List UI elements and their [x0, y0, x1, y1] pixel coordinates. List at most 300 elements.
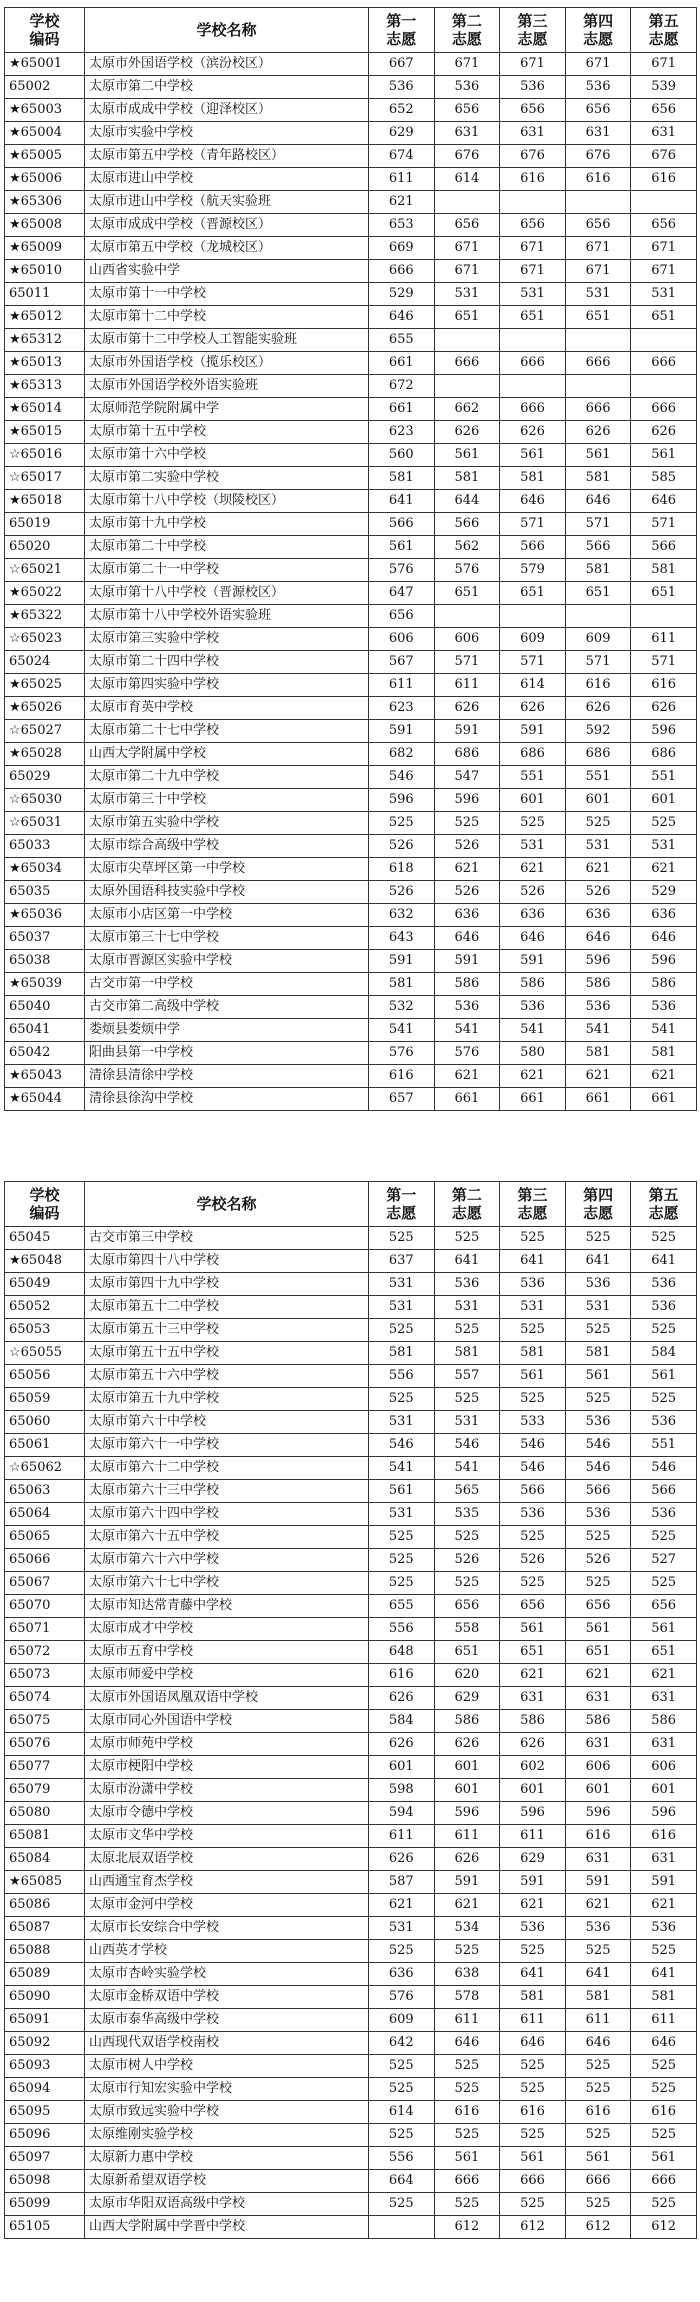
choice-3-score: 561	[500, 444, 566, 467]
school-name: 太原市综合高级中学校	[85, 835, 369, 858]
school-name: 太原市第十五中学校	[85, 421, 369, 444]
choice-2-score: 646	[434, 2032, 500, 2055]
choice-1-score: 656	[369, 605, 435, 628]
choice-4-score: 561	[565, 1618, 631, 1641]
choice-5-score: 525	[631, 2124, 697, 2147]
header-choice-5: 第五 志愿	[631, 8, 697, 53]
choice-1-score: 587	[369, 1871, 435, 1894]
choice-4-score: 671	[565, 237, 631, 260]
school-name: 太原市成才中学校	[85, 1618, 369, 1641]
school-code: 65071	[5, 1618, 85, 1641]
choice-3-score: 601	[500, 789, 566, 812]
choice-2-score: 656	[434, 214, 500, 237]
choice-5-score: 666	[631, 352, 697, 375]
choice-3-score: 531	[500, 835, 566, 858]
choice-1-score: 596	[369, 789, 435, 812]
school-name: 太原新希望双语学校	[85, 2170, 369, 2193]
choice-4-score: 525	[565, 1319, 631, 1342]
school-name: 太原市第六十二中学校	[85, 1457, 369, 1480]
choice-5-score: 611	[631, 2009, 697, 2032]
choice-5-score	[631, 191, 697, 214]
choice-3-score: 525	[500, 1227, 566, 1250]
choice-2-score: 596	[434, 789, 500, 812]
school-name: 太原市第六十三中学校	[85, 1480, 369, 1503]
choice-3-score: 581	[500, 467, 566, 490]
school-code: 65073	[5, 1664, 85, 1687]
choice-5-score: 539	[631, 76, 697, 99]
school-name: 太原市第四实验中学校	[85, 674, 369, 697]
choice-1-score: 598	[369, 1779, 435, 1802]
table-row	[5, 1779, 697, 1802]
choice-1-score: 614	[369, 2101, 435, 2124]
table-row	[5, 2216, 697, 2239]
choice-5-score: 571	[631, 651, 697, 674]
choice-1-score: 576	[369, 1986, 435, 2009]
choice-2-score: 525	[434, 1940, 500, 1963]
school-code: 65065	[5, 1526, 85, 1549]
table-row	[5, 2124, 697, 2147]
choice-2-score	[434, 375, 500, 398]
choice-2-score: 626	[434, 421, 500, 444]
choice-5-score: 529	[631, 881, 697, 904]
school-name: 山西省实验中学	[85, 260, 369, 283]
choice-3-score: 609	[500, 628, 566, 651]
choice-1-score: 601	[369, 1756, 435, 1779]
choice-2-score: 586	[434, 1710, 500, 1733]
choice-4-score: 656	[565, 1595, 631, 1618]
table-row	[5, 766, 697, 789]
choice-2-score: 656	[434, 1595, 500, 1618]
table-row	[5, 996, 697, 1019]
choice-5-score	[631, 375, 697, 398]
school-code: ☆65030	[5, 789, 85, 812]
school-name: 太原市第五十五中学校	[85, 1342, 369, 1365]
table-row	[5, 1572, 697, 1595]
choice-1-score: 560	[369, 444, 435, 467]
choice-2-score: 586	[434, 973, 500, 996]
school-name: 太原市第二十四中学校	[85, 651, 369, 674]
choice-1-score: 531	[369, 1503, 435, 1526]
choice-5-score: 527	[631, 1549, 697, 1572]
choice-5-score: 561	[631, 2147, 697, 2170]
choice-1-score: 632	[369, 904, 435, 927]
choice-3-score: 591	[500, 720, 566, 743]
choice-5-score: 596	[631, 1802, 697, 1825]
school-code: ☆65055	[5, 1342, 85, 1365]
choice-5-score: 584	[631, 1342, 697, 1365]
choice-2-score: 531	[434, 1411, 500, 1434]
choice-4-score: 611	[565, 2009, 631, 2032]
table-row	[5, 1434, 697, 1457]
choice-3-score	[500, 329, 566, 352]
choice-5-score: 621	[631, 858, 697, 881]
choice-3-score: 525	[500, 1940, 566, 1963]
choice-5-score: 616	[631, 168, 697, 191]
school-name: 山西现代双语学校南校	[85, 2032, 369, 2055]
choice-4-score: 531	[565, 835, 631, 858]
choice-2-score: 536	[434, 76, 500, 99]
school-code: ★65018	[5, 490, 85, 513]
school-code: 65024	[5, 651, 85, 674]
school-name: 太原市令德中学校	[85, 1802, 369, 1825]
table-row	[5, 1503, 697, 1526]
choice-3-score: 641	[500, 1250, 566, 1273]
choice-5-score: 536	[631, 1273, 697, 1296]
choice-2-score: 526	[434, 881, 500, 904]
choice-4-score: 606	[565, 1756, 631, 1779]
choice-5-score: 651	[631, 1641, 697, 1664]
choice-5-score: 525	[631, 1319, 697, 1342]
choice-4-score: 581	[565, 559, 631, 582]
choice-5-score: 606	[631, 1756, 697, 1779]
choice-4-score	[565, 191, 631, 214]
choice-5-score	[631, 605, 697, 628]
choice-5-score: 525	[631, 812, 697, 835]
choice-3-score: 651	[500, 306, 566, 329]
school-name: 太原市外国语学校（揽乐校区）	[85, 352, 369, 375]
choice-4-score: 581	[565, 467, 631, 490]
choice-2-score: 525	[434, 1319, 500, 1342]
choice-1-score: 525	[369, 1940, 435, 1963]
school-code: 65094	[5, 2078, 85, 2101]
choice-3-score: 561	[500, 2147, 566, 2170]
school-code: ★65313	[5, 375, 85, 398]
choice-2-score	[434, 191, 500, 214]
choice-2-score: 531	[434, 1296, 500, 1319]
table-row	[5, 329, 697, 352]
choice-1-score: 576	[369, 559, 435, 582]
school-name: 太原市第二实验中学校	[85, 467, 369, 490]
choice-1-score: 611	[369, 1825, 435, 1848]
choice-2-score: 536	[434, 996, 500, 1019]
choice-5-score: 646	[631, 927, 697, 950]
choice-1-score: 674	[369, 145, 435, 168]
choice-4-score: 651	[565, 306, 631, 329]
choice-2-score: 611	[434, 2009, 500, 2032]
choice-1-score: 541	[369, 1457, 435, 1480]
choice-1-score: 618	[369, 858, 435, 881]
school-name: 太原市杏岭实验学校	[85, 1963, 369, 1986]
choice-3-score: 671	[500, 53, 566, 76]
choice-2-score: 651	[434, 582, 500, 605]
choice-1-score: 576	[369, 1042, 435, 1065]
choice-3-score: 536	[500, 76, 566, 99]
choice-2-score: 666	[434, 352, 500, 375]
choice-5-score: 616	[631, 2101, 697, 2124]
school-code: 65002	[5, 76, 85, 99]
choice-5-score: 561	[631, 1618, 697, 1641]
school-code: ★65034	[5, 858, 85, 881]
choice-1-score: 546	[369, 766, 435, 789]
choice-3-score: 525	[500, 812, 566, 835]
choice-5-score: 651	[631, 306, 697, 329]
school-name: 太原市第十八中学校（坝陵校区）	[85, 490, 369, 513]
table-row	[5, 1756, 697, 1779]
school-code: 65042	[5, 1042, 85, 1065]
school-code: 65096	[5, 2124, 85, 2147]
choice-5-score: 525	[631, 1526, 697, 1549]
choice-4-score: 616	[565, 168, 631, 191]
choice-5-score: 536	[631, 1503, 697, 1526]
school-code: ★65022	[5, 582, 85, 605]
choice-1-score: 664	[369, 2170, 435, 2193]
school-code: 65081	[5, 1825, 85, 1848]
choice-2-score: 671	[434, 237, 500, 260]
choice-5-score: 586	[631, 973, 697, 996]
choice-5-score: 541	[631, 1019, 697, 1042]
choice-5-score: 536	[631, 996, 697, 1019]
school-name: 太原市泰华高级中学校	[85, 2009, 369, 2032]
header-choice-4: 第四 志愿	[565, 8, 631, 53]
choice-4-score: 651	[565, 1641, 631, 1664]
choice-2-score: 601	[434, 1756, 500, 1779]
school-name: 太原市第六十五中学校	[85, 1526, 369, 1549]
choice-5-score: 536	[631, 1296, 697, 1319]
school-name: 古交市第二高级中学校	[85, 996, 369, 1019]
school-name: 山西大学附属中学校	[85, 743, 369, 766]
choice-2-score: 651	[434, 1641, 500, 1664]
school-code: 65033	[5, 835, 85, 858]
choice-4-score: 671	[565, 53, 631, 76]
choice-1-score: 626	[369, 1733, 435, 1756]
table-row	[5, 1319, 697, 1342]
school-name: 太原市第二十中学校	[85, 536, 369, 559]
school-name: 古交市第三中学校	[85, 1227, 369, 1250]
school-code: ★65036	[5, 904, 85, 927]
choice-5-score: 581	[631, 559, 697, 582]
choice-2-score: 621	[434, 858, 500, 881]
choice-1-score: 561	[369, 536, 435, 559]
header-choice-3: 第三 志愿	[500, 8, 566, 53]
choice-1-score: 609	[369, 2009, 435, 2032]
school-code: ☆65027	[5, 720, 85, 743]
choice-3-score: 591	[500, 1871, 566, 1894]
choice-3-score: 621	[500, 1894, 566, 1917]
choice-4-score: 536	[565, 1917, 631, 1940]
school-code: ★65012	[5, 306, 85, 329]
choice-2-score: 606	[434, 628, 500, 651]
choice-5-score: 561	[631, 444, 697, 467]
choice-2-score: 629	[434, 1687, 500, 1710]
choice-4-score: 621	[565, 1894, 631, 1917]
school-code: ★65028	[5, 743, 85, 766]
table-row	[5, 76, 697, 99]
choice-3-score: 571	[500, 513, 566, 536]
header-school-code: 学校 编码	[5, 1182, 85, 1227]
choice-5-score: 676	[631, 145, 697, 168]
header-choice-1: 第一 志愿	[369, 1182, 435, 1227]
school-code: ☆65023	[5, 628, 85, 651]
choice-1-score	[369, 2216, 435, 2239]
choice-3-score: 581	[500, 1986, 566, 2009]
choice-3-score: 611	[500, 1825, 566, 1848]
school-name: 太原北辰双语学校	[85, 1848, 369, 1871]
choice-5-score: 636	[631, 904, 697, 927]
choice-2-score	[434, 329, 500, 352]
choice-1-score: 581	[369, 1342, 435, 1365]
table-row	[5, 2147, 697, 2170]
table-row	[5, 1871, 697, 1894]
choice-4-score: 596	[565, 950, 631, 973]
choice-2-score: 558	[434, 1618, 500, 1641]
table-row	[5, 1710, 697, 1733]
choice-2-score: 561	[434, 2147, 500, 2170]
choice-4-score: 631	[565, 1733, 631, 1756]
table-row	[5, 2101, 697, 2124]
school-code: 65049	[5, 1273, 85, 1296]
choice-3-score	[500, 605, 566, 628]
choice-3-score: 671	[500, 260, 566, 283]
choice-4-score: 686	[565, 743, 631, 766]
school-name: 太原市第二十九中学校	[85, 766, 369, 789]
school-code: 65072	[5, 1641, 85, 1664]
choice-2-score: 536	[434, 1273, 500, 1296]
school-name: 太原市第五十三中学校	[85, 1319, 369, 1342]
choice-5-score: 686	[631, 743, 697, 766]
choice-1-score: 566	[369, 513, 435, 536]
school-name: 太原市第五十九中学校	[85, 1388, 369, 1411]
table-row	[5, 1963, 697, 1986]
school-name: 太原市成成中学校（晋源校区）	[85, 214, 369, 237]
choice-3-score: 579	[500, 559, 566, 582]
school-name: 太原市外国语凤凰双语中学校	[85, 1687, 369, 1710]
table-row	[5, 1664, 697, 1687]
school-code: 65086	[5, 1894, 85, 1917]
choice-5-score: 561	[631, 1365, 697, 1388]
choice-1-score: 591	[369, 720, 435, 743]
choice-1-score: 525	[369, 2124, 435, 2147]
choice-1-score: 661	[369, 352, 435, 375]
school-name: 太原市致远实验中学校	[85, 2101, 369, 2124]
school-code: 65045	[5, 1227, 85, 1250]
school-code: 65079	[5, 1779, 85, 1802]
header-choice-5: 第五 志愿	[631, 1182, 697, 1227]
choice-1-score: 546	[369, 1434, 435, 1457]
choice-2-score: 612	[434, 2216, 500, 2239]
school-code: ☆65017	[5, 467, 85, 490]
choice-4-score	[565, 329, 631, 352]
choice-2-score: 557	[434, 1365, 500, 1388]
choice-2-score: 526	[434, 835, 500, 858]
table-row	[5, 145, 697, 168]
school-name: 太原市文华中学校	[85, 1825, 369, 1848]
school-code: ★65039	[5, 973, 85, 996]
choice-4-score: 601	[565, 1779, 631, 1802]
choice-4-score: 646	[565, 927, 631, 950]
choice-4-score: 526	[565, 1549, 631, 1572]
choice-5-score: 596	[631, 950, 697, 973]
choice-3-score: 536	[500, 1273, 566, 1296]
choice-1-score: 646	[369, 306, 435, 329]
choice-3-score: 533	[500, 1411, 566, 1434]
choice-2-score: 526	[434, 1549, 500, 1572]
choice-4-score: 536	[565, 1273, 631, 1296]
school-name: 山西英才学校	[85, 1940, 369, 1963]
choice-5-score: 616	[631, 1825, 697, 1848]
choice-1-score: 531	[369, 1273, 435, 1296]
table-header-row	[5, 1182, 697, 1227]
school-code: ★65015	[5, 421, 85, 444]
table-row	[5, 789, 697, 812]
choice-4-score: 601	[565, 789, 631, 812]
school-name: 太原市金河中学校	[85, 1894, 369, 1917]
table-header-row	[5, 8, 697, 53]
choice-4-score: 651	[565, 582, 631, 605]
school-name: 太原市师爱中学校	[85, 1664, 369, 1687]
school-name: 太原市第十一中学校	[85, 283, 369, 306]
choice-3-score: 536	[500, 996, 566, 1019]
choice-2-score: 686	[434, 743, 500, 766]
choice-4-score: 571	[565, 513, 631, 536]
table-row	[5, 1273, 697, 1296]
choice-5-score: 551	[631, 1434, 697, 1457]
choice-1-score: 611	[369, 674, 435, 697]
choice-5-score: 601	[631, 789, 697, 812]
table-row	[5, 1825, 697, 1848]
school-code: ★65044	[5, 1088, 85, 1111]
choice-5-score: 656	[631, 1595, 697, 1618]
choice-3-score: 671	[500, 237, 566, 260]
choice-3-score: 621	[500, 1065, 566, 1088]
choice-1-score: 672	[369, 375, 435, 398]
header-school-code: 学校 编码	[5, 8, 85, 53]
table-row	[5, 1802, 697, 1825]
table-row	[5, 628, 697, 651]
choice-3-score: 526	[500, 881, 566, 904]
table-row	[5, 1457, 697, 1480]
school-code: 65067	[5, 1572, 85, 1595]
choice-1-score: 616	[369, 1664, 435, 1687]
school-name: 太原市成成中学校（迎泽校区）	[85, 99, 369, 122]
table-row	[5, 927, 697, 950]
choice-3-score: 580	[500, 1042, 566, 1065]
choice-4-score: 609	[565, 628, 631, 651]
choice-4-score: 621	[565, 858, 631, 881]
school-name: 太原市长安综合中学校	[85, 1917, 369, 1940]
choice-1-score: 525	[369, 1572, 435, 1595]
choice-1-score: 525	[369, 2078, 435, 2101]
table-row	[5, 421, 697, 444]
school-code: 65020	[5, 536, 85, 559]
table-row	[5, 559, 697, 582]
school-name: 太原市第十八中学校外语实验班	[85, 605, 369, 628]
choice-4-score: 666	[565, 398, 631, 421]
choice-2-score: 626	[434, 697, 500, 720]
school-code: 65097	[5, 2147, 85, 2170]
choice-1-score: 647	[369, 582, 435, 605]
choice-3-score: 626	[500, 421, 566, 444]
choice-3-score: 626	[500, 1733, 566, 1756]
school-code: 65087	[5, 1917, 85, 1940]
choice-5-score: 671	[631, 237, 697, 260]
choice-1-score: 669	[369, 237, 435, 260]
choice-1-score: 621	[369, 1894, 435, 1917]
school-code: ★65010	[5, 260, 85, 283]
school-code: 65038	[5, 950, 85, 973]
choice-1-score: 626	[369, 1687, 435, 1710]
choice-1-score: 526	[369, 835, 435, 858]
choice-1-score: 657	[369, 1088, 435, 1111]
header-choice-2: 第二 志愿	[434, 1182, 500, 1227]
choice-4-score: 596	[565, 1802, 631, 1825]
school-name: 太原市小店区第一中学校	[85, 904, 369, 927]
school-code: ★65048	[5, 1250, 85, 1273]
school-name: 清徐县清徐中学校	[85, 1065, 369, 1088]
table-row	[5, 858, 697, 881]
school-code: 65075	[5, 1710, 85, 1733]
school-name: 古交市第一中学校	[85, 973, 369, 996]
choice-3-score: 651	[500, 582, 566, 605]
